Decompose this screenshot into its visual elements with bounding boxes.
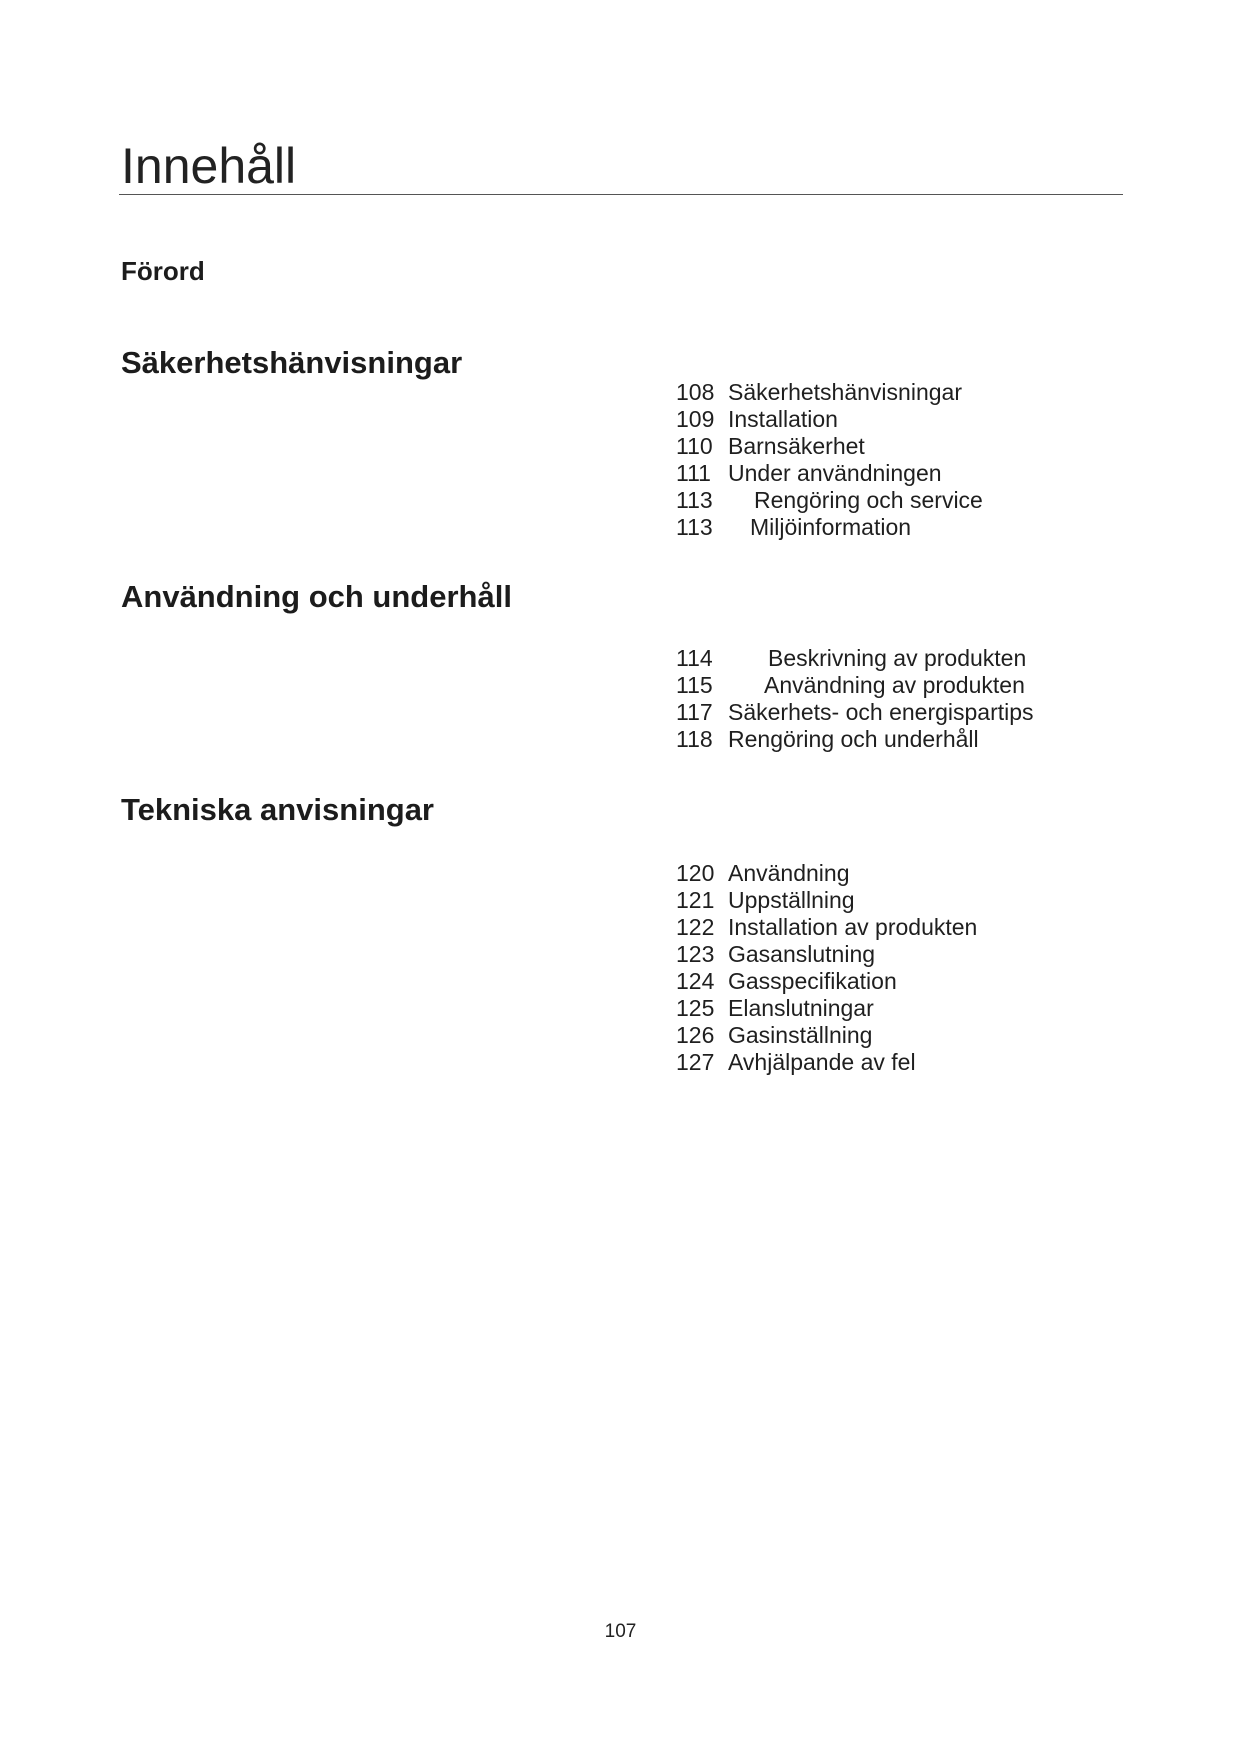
section-heading-tekniska: Tekniska anvisningar — [121, 792, 434, 827]
toc-entry-label: Avhjälpande av fel — [728, 1049, 916, 1075]
toc-entry-label: Gasanslutning — [728, 941, 876, 967]
toc-entry-label: Gasspecifikation — [728, 968, 897, 994]
section-heading-anvandning: Användning och underhåll — [121, 579, 512, 614]
toc-entry[interactable] — [676, 406, 983, 433]
toc-entry[interactable] — [676, 1022, 977, 1049]
toc-entry-label: Säkerhetshänvisningar — [728, 379, 962, 405]
toc-entry-label: Elanslutningar — [728, 995, 874, 1021]
toc-page-number: 114 — [676, 645, 713, 671]
toc-page-number: 117 — [676, 699, 713, 725]
section-heading-forord: Förord — [121, 256, 205, 286]
toc-entry[interactable] — [676, 1049, 977, 1076]
toc-entry-label: Användning av produkten — [764, 672, 1025, 698]
toc-entry[interactable] — [676, 433, 983, 460]
toc-list-sakerhet — [676, 379, 983, 541]
toc-page-number: 121 — [676, 887, 715, 913]
toc-page-number: 118 — [676, 726, 713, 752]
toc-entry-label: Gasinställning — [728, 1022, 873, 1048]
toc-entry-label: Under användningen — [728, 460, 942, 486]
section-heading-sakerhet: Säkerhetshänvisningar — [121, 345, 463, 380]
page-title: Innehåll — [121, 138, 297, 194]
toc-list-tekniska — [676, 860, 977, 1076]
page-number: 107 — [604, 1621, 637, 1642]
toc-entry[interactable] — [676, 995, 977, 1022]
toc-page-number: 115 — [676, 672, 713, 698]
toc-entry[interactable] — [676, 514, 983, 541]
toc-page-number: 120 — [676, 860, 715, 886]
toc-entry-label: Användning — [728, 860, 850, 886]
toc-page-number: 110 — [676, 433, 713, 459]
toc-entry-label: Rengöring och service — [754, 487, 983, 513]
toc-entry[interactable] — [676, 860, 977, 887]
toc-list-anvandning — [676, 645, 1034, 753]
toc-entry[interactable] — [676, 941, 977, 968]
toc-entry[interactable] — [676, 726, 1034, 753]
toc-entry[interactable] — [676, 699, 1034, 726]
toc-page-number: 108 — [676, 379, 715, 405]
toc-entry[interactable] — [676, 887, 977, 914]
toc-entry-label: Barnsäkerhet — [728, 433, 865, 459]
toc-entry-label: Uppställning — [728, 887, 855, 913]
toc-page-number: 124 — [676, 968, 715, 994]
toc-entry[interactable] — [676, 487, 983, 514]
toc-entry[interactable] — [676, 672, 1034, 699]
toc-entry[interactable] — [676, 645, 1034, 672]
toc-page-number: 125 — [676, 995, 715, 1021]
toc-entry-label: Installation av produkten — [728, 914, 978, 940]
toc-page-number: 113 — [676, 487, 713, 513]
toc-page-number: 126 — [676, 1022, 715, 1048]
toc-page-number: 109 — [676, 406, 715, 432]
toc-page-number: 111 — [676, 460, 711, 486]
toc-entry-label: Rengöring och underhåll — [728, 726, 979, 752]
toc-page-number: 113 — [676, 514, 713, 540]
toc-page-number: 127 — [676, 1049, 715, 1075]
toc-page-number: 123 — [676, 941, 715, 967]
toc-page-number: 122 — [676, 914, 715, 940]
toc-entry-label: Säkerhets- och energispartips — [728, 699, 1034, 725]
toc-entry[interactable] — [676, 914, 977, 941]
title-divider — [119, 194, 1123, 195]
toc-entry-label: Miljöinformation — [750, 514, 912, 540]
toc-entry-label: Installation — [728, 406, 838, 432]
toc-entry-label: Beskrivning av produkten — [768, 645, 1027, 671]
toc-entry[interactable] — [676, 968, 977, 995]
toc-entry[interactable] — [676, 379, 983, 406]
toc-entry[interactable] — [676, 460, 983, 487]
